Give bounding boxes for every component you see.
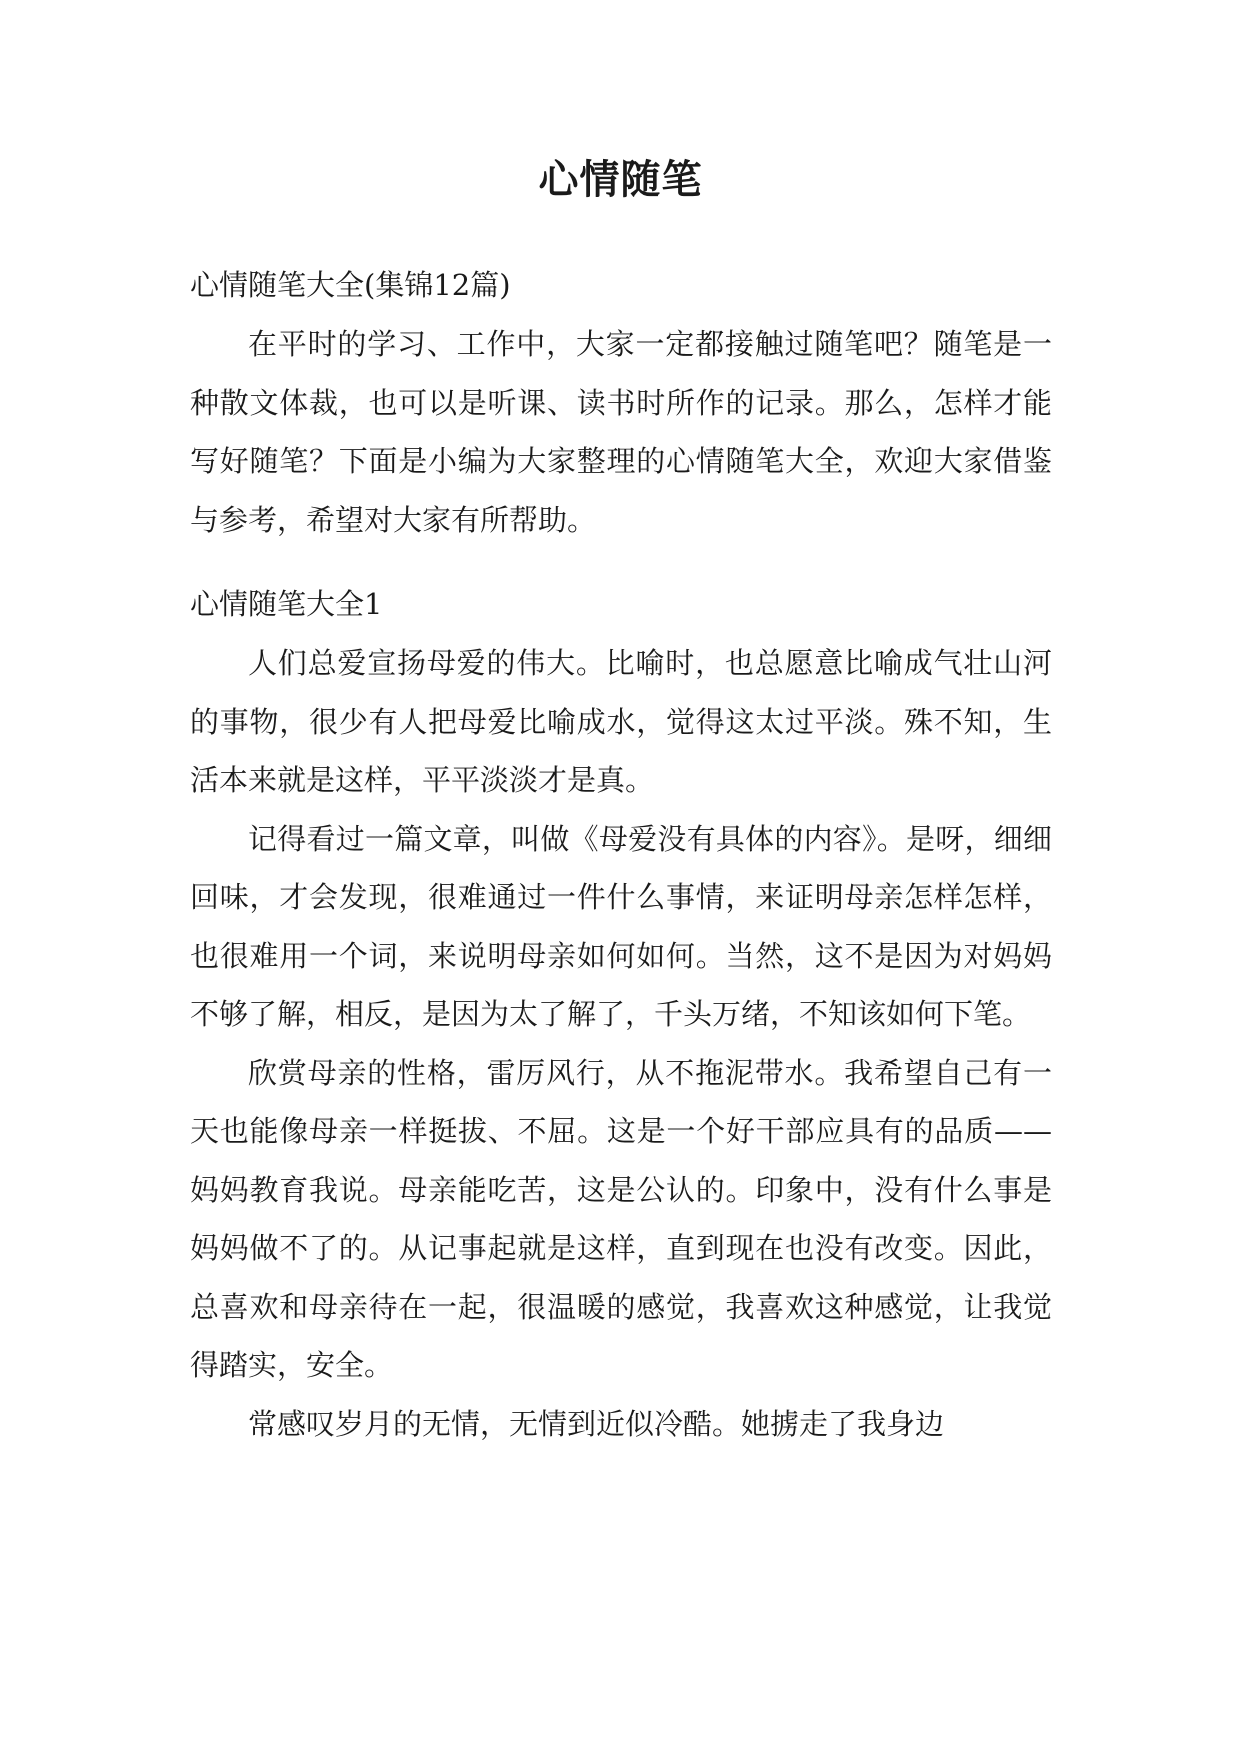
intro-block — [190, 315, 1052, 549]
body-paragraph: 常感叹岁月的无情，无情到近似冷酷。她掳走了我身边 — [248, 1406, 945, 1441]
section-body — [190, 634, 1052, 1453]
body-paragraph: 记得看过一篇文章，叫做《母爱没有具体的内容》。是呀，细细回味，才会发现，很难通过一件什么事情，来证明母亲怎样怎样，也很难用一个词，来说明母亲如何如何。当然，这不是因为对妈妈不够了解，相反，是因为太了解了，千头万绪，不知该如何下笔。 — [190, 821, 1052, 1031]
intro-paragraph: 在平时的学习、工作中，大家一定都接触过随笔吧？随笔是一种散文体裁，也可以是听课、读书时所作的记录。那么，怎样才能写好随笔？下面是小编为大家整理的心情随笔大全，欢迎大家借鉴与参考，希望对大家有所帮助。 — [190, 327, 1052, 537]
section-heading: 心情随笔大全1 — [190, 587, 383, 621]
body-paragraph: 欣赏母亲的性格，雷厉风行，从不拖泥带水。我希望自己有一天也能像母亲一样挺拔、不屈。这是一个好干部应具有的品质——妈妈教育我说。母亲能吃苦，这是公认的。印象中，没有什么事是妈妈做不了的。从记事起就是这样，直到现在也没有改变。因此，总喜欢和母亲待在一起，很温暖的感觉，我喜欢这种感觉，让我觉得踏实，安全。 — [190, 1055, 1052, 1382]
body-paragraph: 人们总爱宣扬母爱的伟大。比喻时，也总愿意比喻成气壮山河的事物，很少有人把母爱比喻成水，觉得这太过平淡。殊不知，生活本来就是这样，平平淡淡才是真。 — [190, 646, 1052, 797]
document-subtitle: 心情随笔大全(集锦12篇) — [190, 268, 511, 302]
page-title: 心情随笔 — [538, 157, 703, 203]
